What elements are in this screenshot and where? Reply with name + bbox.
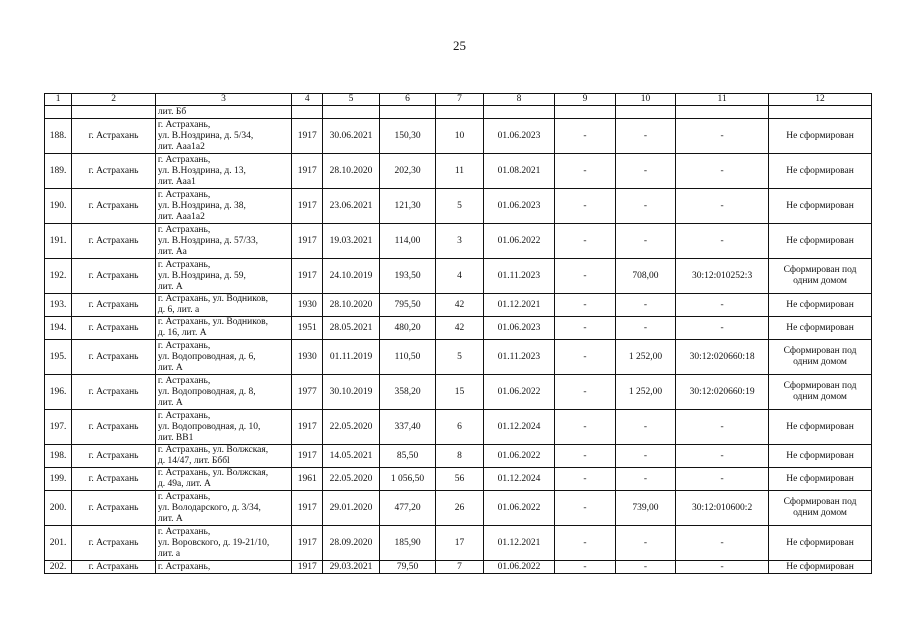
land-area-cell: - [615,224,676,259]
address-cell: г. Астрахань, ул. Володарского, д. 3/34, лит. А [155,491,291,526]
column-9-cell: - [555,491,616,526]
column-9-cell: - [555,375,616,410]
table-row [45,119,872,154]
land-area-cell: 1 252,00 [615,375,676,410]
land-status-cell: Не сформирован [769,294,872,317]
residents-cell: 15 [436,375,483,410]
column-9-cell: - [555,468,616,491]
area-cell: 150,30 [379,119,435,154]
residents-cell: 6 [436,410,483,445]
table-row [45,317,872,340]
year-cell: 1917 [292,119,323,154]
table-cell [379,106,435,119]
table-cell [292,106,323,119]
column-9-cell: - [555,119,616,154]
row-number-cell: 195. [45,340,72,375]
row-number-cell: 201. [45,526,72,561]
cadastral-number-cell: - [676,317,769,340]
address-cell: г. Астрахань, ул. Водников, д. 6, лит. а [155,294,291,317]
land-status-cell: Не сформирован [769,445,872,468]
row-number-cell: 193. [45,294,72,317]
area-cell: 337,40 [379,410,435,445]
residents-cell: 8 [436,445,483,468]
table-row [45,224,872,259]
column-9-cell: - [555,259,616,294]
address-cell: г. Астрахань, ул. В.Ноздрина, д. 13, лит. Ааа1 [155,154,291,189]
area-cell: 185,90 [379,526,435,561]
land-area-cell: 708,00 [615,259,676,294]
year-cell: 1917 [292,154,323,189]
table-row [45,259,872,294]
table-row [45,491,872,526]
table-row [45,340,872,375]
table-row [45,468,872,491]
address-cell: г. Астрахань, ул. Водопроводная, д. 6, лит. А [155,340,291,375]
year-cell: 1930 [292,340,323,375]
survey-date-cell: 28.10.2020 [323,294,379,317]
row-number-cell: 191. [45,224,72,259]
residents-cell: 10 [436,119,483,154]
year-cell: 1961 [292,468,323,491]
land-area-cell: - [615,468,676,491]
address-cell: г. Астрахань, ул. Волжская, д. 14/47, лит. Бббl [155,445,291,468]
city-cell: г. Астрахань [72,561,156,574]
land-area-cell: - [615,410,676,445]
table-row [45,526,872,561]
table-body [45,106,872,574]
table-cell [45,106,72,119]
deadline-cell: 01.06.2022 [483,224,555,259]
row-number-cell: 188. [45,119,72,154]
survey-date-cell: 28.09.2020 [323,526,379,561]
area-cell: 85,50 [379,445,435,468]
deadline-cell: 01.12.2024 [483,468,555,491]
cadastral-number-cell: - [676,119,769,154]
land-status-cell: Не сформирован [769,410,872,445]
year-cell: 1930 [292,294,323,317]
cadastral-number-cell: - [676,445,769,468]
residents-cell: 5 [436,189,483,224]
deadline-cell: 01.06.2022 [483,445,555,468]
city-cell: г. Астрахань [72,375,156,410]
row-number-cell: 197. [45,410,72,445]
table-cell [676,106,769,119]
address-cell: г. Астрахань, ул. Воровского, д. 19-21/10, лит. а [155,526,291,561]
column-9-cell: - [555,189,616,224]
address-cell: г. Астрахань, ул. В.Ноздрина, д. 59, лит. А [155,259,291,294]
land-area-cell: - [615,154,676,189]
land-status-cell: Сформирован под одним домом [769,375,872,410]
land-area-cell: - [615,526,676,561]
land-status-cell: Не сформирован [769,468,872,491]
year-cell: 1951 [292,317,323,340]
deadline-cell: 01.11.2023 [483,259,555,294]
city-cell: г. Астрахань [72,468,156,491]
column-header: 10 [615,94,676,106]
column-9-cell: - [555,294,616,317]
land-area-cell: - [615,189,676,224]
land-area-cell: - [615,317,676,340]
residents-cell: 7 [436,561,483,574]
cadastral-number-cell: - [676,224,769,259]
column-9-cell: - [555,154,616,189]
city-cell: г. Астрахань [72,445,156,468]
land-area-cell: 1 252,00 [615,340,676,375]
year-cell: 1917 [292,526,323,561]
city-cell: г. Астрахань [72,119,156,154]
table-cell [483,106,555,119]
area-cell: 121,30 [379,189,435,224]
deadline-cell: 01.11.2023 [483,340,555,375]
survey-date-cell: 28.05.2021 [323,317,379,340]
year-cell: 1917 [292,410,323,445]
column-header: 9 [555,94,616,106]
survey-date-cell: 22.05.2020 [323,468,379,491]
land-status-cell: Сформирован под одним домом [769,259,872,294]
deadline-cell: 01.08.2021 [483,154,555,189]
column-9-cell: - [555,340,616,375]
row-number-cell: 199. [45,468,72,491]
area-cell: 79,50 [379,561,435,574]
address-cell: г. Астрахань, ул. В.Ноздрина, д. 57/33, лит. Аа [155,224,291,259]
deadline-cell: 01.06.2023 [483,119,555,154]
row-number-cell: 192. [45,259,72,294]
city-cell: г. Астрахань [72,526,156,561]
survey-date-cell: 19.03.2021 [323,224,379,259]
column-9-cell: - [555,445,616,468]
land-area-cell: - [615,445,676,468]
column-header: 11 [676,94,769,106]
table-cell [615,106,676,119]
cadastral-number-cell: 30:12:010600:2 [676,491,769,526]
land-status-cell: Не сформирован [769,561,872,574]
table-row [45,445,872,468]
column-9-cell: - [555,526,616,561]
survey-date-cell: 28.10.2020 [323,154,379,189]
column-number-row [45,94,872,106]
page-number: 25 [453,38,466,53]
deadline-cell: 01.12.2021 [483,294,555,317]
survey-date-cell: 24.10.2019 [323,259,379,294]
column-header: 1 [45,94,72,106]
survey-date-cell: 14.05.2021 [323,445,379,468]
survey-date-cell: 23.06.2021 [323,189,379,224]
residents-cell: 42 [436,294,483,317]
area-cell: 1 056,50 [379,468,435,491]
cadastral-number-cell: 30:12:010252:3 [676,259,769,294]
city-cell: г. Астрахань [72,340,156,375]
column-header: 2 [72,94,156,106]
land-status-cell: Не сформирован [769,119,872,154]
deadline-cell: 01.06.2022 [483,491,555,526]
land-status-cell: Не сформирован [769,317,872,340]
table-cell [769,106,872,119]
table-row [45,375,872,410]
table-cell [323,106,379,119]
table-row [45,294,872,317]
cadastral-number-cell: - [676,410,769,445]
row-number-cell: 190. [45,189,72,224]
column-9-cell: - [555,317,616,340]
address-cell: г. Астрахань, ул. Волжская, д. 49а, лит. А [155,468,291,491]
survey-date-cell: 30.06.2021 [323,119,379,154]
column-header: 3 [155,94,291,106]
continuation-row [45,106,872,119]
row-number-cell: 196. [45,375,72,410]
table-cell [72,106,156,119]
year-cell: 1917 [292,259,323,294]
cadastral-number-cell: 30:12:020660:19 [676,375,769,410]
area-cell: 193,50 [379,259,435,294]
area-cell: 795,50 [379,294,435,317]
address-cell: г. Астрахань, [155,561,291,574]
residents-cell: 4 [436,259,483,294]
row-number-cell: 202. [45,561,72,574]
column-header: 8 [483,94,555,106]
city-cell: г. Астрахань [72,224,156,259]
year-cell: 1917 [292,491,323,526]
land-area-cell: - [615,561,676,574]
cadastral-number-cell: - [676,189,769,224]
column-header: 12 [769,94,872,106]
year-cell: 1917 [292,561,323,574]
address-cell: г. Астрахань, ул. Водопроводная, д. 8, лит. А [155,375,291,410]
area-cell: 202,30 [379,154,435,189]
table-row [45,189,872,224]
deadline-cell: 01.12.2021 [483,526,555,561]
city-cell: г. Астрахань [72,317,156,340]
area-cell: 477,20 [379,491,435,526]
land-status-cell: Не сформирован [769,154,872,189]
land-area-cell: - [615,294,676,317]
residents-cell: 5 [436,340,483,375]
year-cell: 1917 [292,445,323,468]
address-cell: г. Астрахань, ул. Водников, д. 16, лит. А [155,317,291,340]
residents-cell: 3 [436,224,483,259]
city-cell: г. Астрахань [72,491,156,526]
land-area-cell: - [615,119,676,154]
row-number-cell: 194. [45,317,72,340]
column-9-cell: - [555,410,616,445]
city-cell: г. Астрахань [72,189,156,224]
cadastral-number-cell: 30:12:020660:18 [676,340,769,375]
survey-date-cell: 22.05.2020 [323,410,379,445]
area-cell: 480,20 [379,317,435,340]
row-number-cell: 200. [45,491,72,526]
residents-cell: 17 [436,526,483,561]
address-cell: г. Астрахань, ул. В.Ноздрина, д. 5/34, лит. Ааа1а2 [155,119,291,154]
city-cell: г. Астрахань [72,259,156,294]
housing-registry-table [44,93,872,574]
row-number-cell: 198. [45,445,72,468]
table-cell [436,106,483,119]
column-9-cell: - [555,561,616,574]
year-cell: 1977 [292,375,323,410]
cadastral-number-cell: - [676,154,769,189]
land-status-cell: Не сформирован [769,189,872,224]
land-status-cell: Не сформирован [769,224,872,259]
deadline-cell: 01.12.2024 [483,410,555,445]
survey-date-cell: 30.10.2019 [323,375,379,410]
residents-cell: 26 [436,491,483,526]
cadastral-number-cell: - [676,468,769,491]
area-cell: 110,50 [379,340,435,375]
survey-date-cell: 29.01.2020 [323,491,379,526]
cadastral-number-cell: - [676,294,769,317]
cadastral-number-cell: - [676,561,769,574]
row-number-cell: 189. [45,154,72,189]
residents-cell: 11 [436,154,483,189]
year-cell: 1917 [292,189,323,224]
column-header: 6 [379,94,435,106]
table-row [45,410,872,445]
address-cell: г. Астрахань, ул. Водопроводная, д. 10, лит. ВВ1 [155,410,291,445]
deadline-cell: 01.06.2022 [483,375,555,410]
deadline-cell: 01.06.2023 [483,317,555,340]
land-status-cell: Сформирован под одним домом [769,491,872,526]
address-cell: г. Астрахань, ул. В.Ноздрина, д. 38, лит. Ааа1а2 [155,189,291,224]
survey-date-cell: 29.03.2021 [323,561,379,574]
residents-cell: 42 [436,317,483,340]
table-row [45,561,872,574]
column-header: 4 [292,94,323,106]
deadline-cell: 01.06.2023 [483,189,555,224]
cadastral-number-cell: - [676,526,769,561]
column-header: 5 [323,94,379,106]
address-cell: лит. Бб [155,106,291,119]
residents-cell: 56 [436,468,483,491]
land-area-cell: 739,00 [615,491,676,526]
table-cell [555,106,616,119]
column-9-cell: - [555,224,616,259]
survey-date-cell: 01.11.2019 [323,340,379,375]
land-status-cell: Сформирован под одним домом [769,340,872,375]
area-cell: 114,00 [379,224,435,259]
year-cell: 1917 [292,224,323,259]
area-cell: 358,20 [379,375,435,410]
column-header: 7 [436,94,483,106]
land-status-cell: Не сформирован [769,526,872,561]
table-row [45,154,872,189]
city-cell: г. Астрахань [72,294,156,317]
city-cell: г. Астрахань [72,410,156,445]
city-cell: г. Астрахань [72,154,156,189]
deadline-cell: 01.06.2022 [483,561,555,574]
